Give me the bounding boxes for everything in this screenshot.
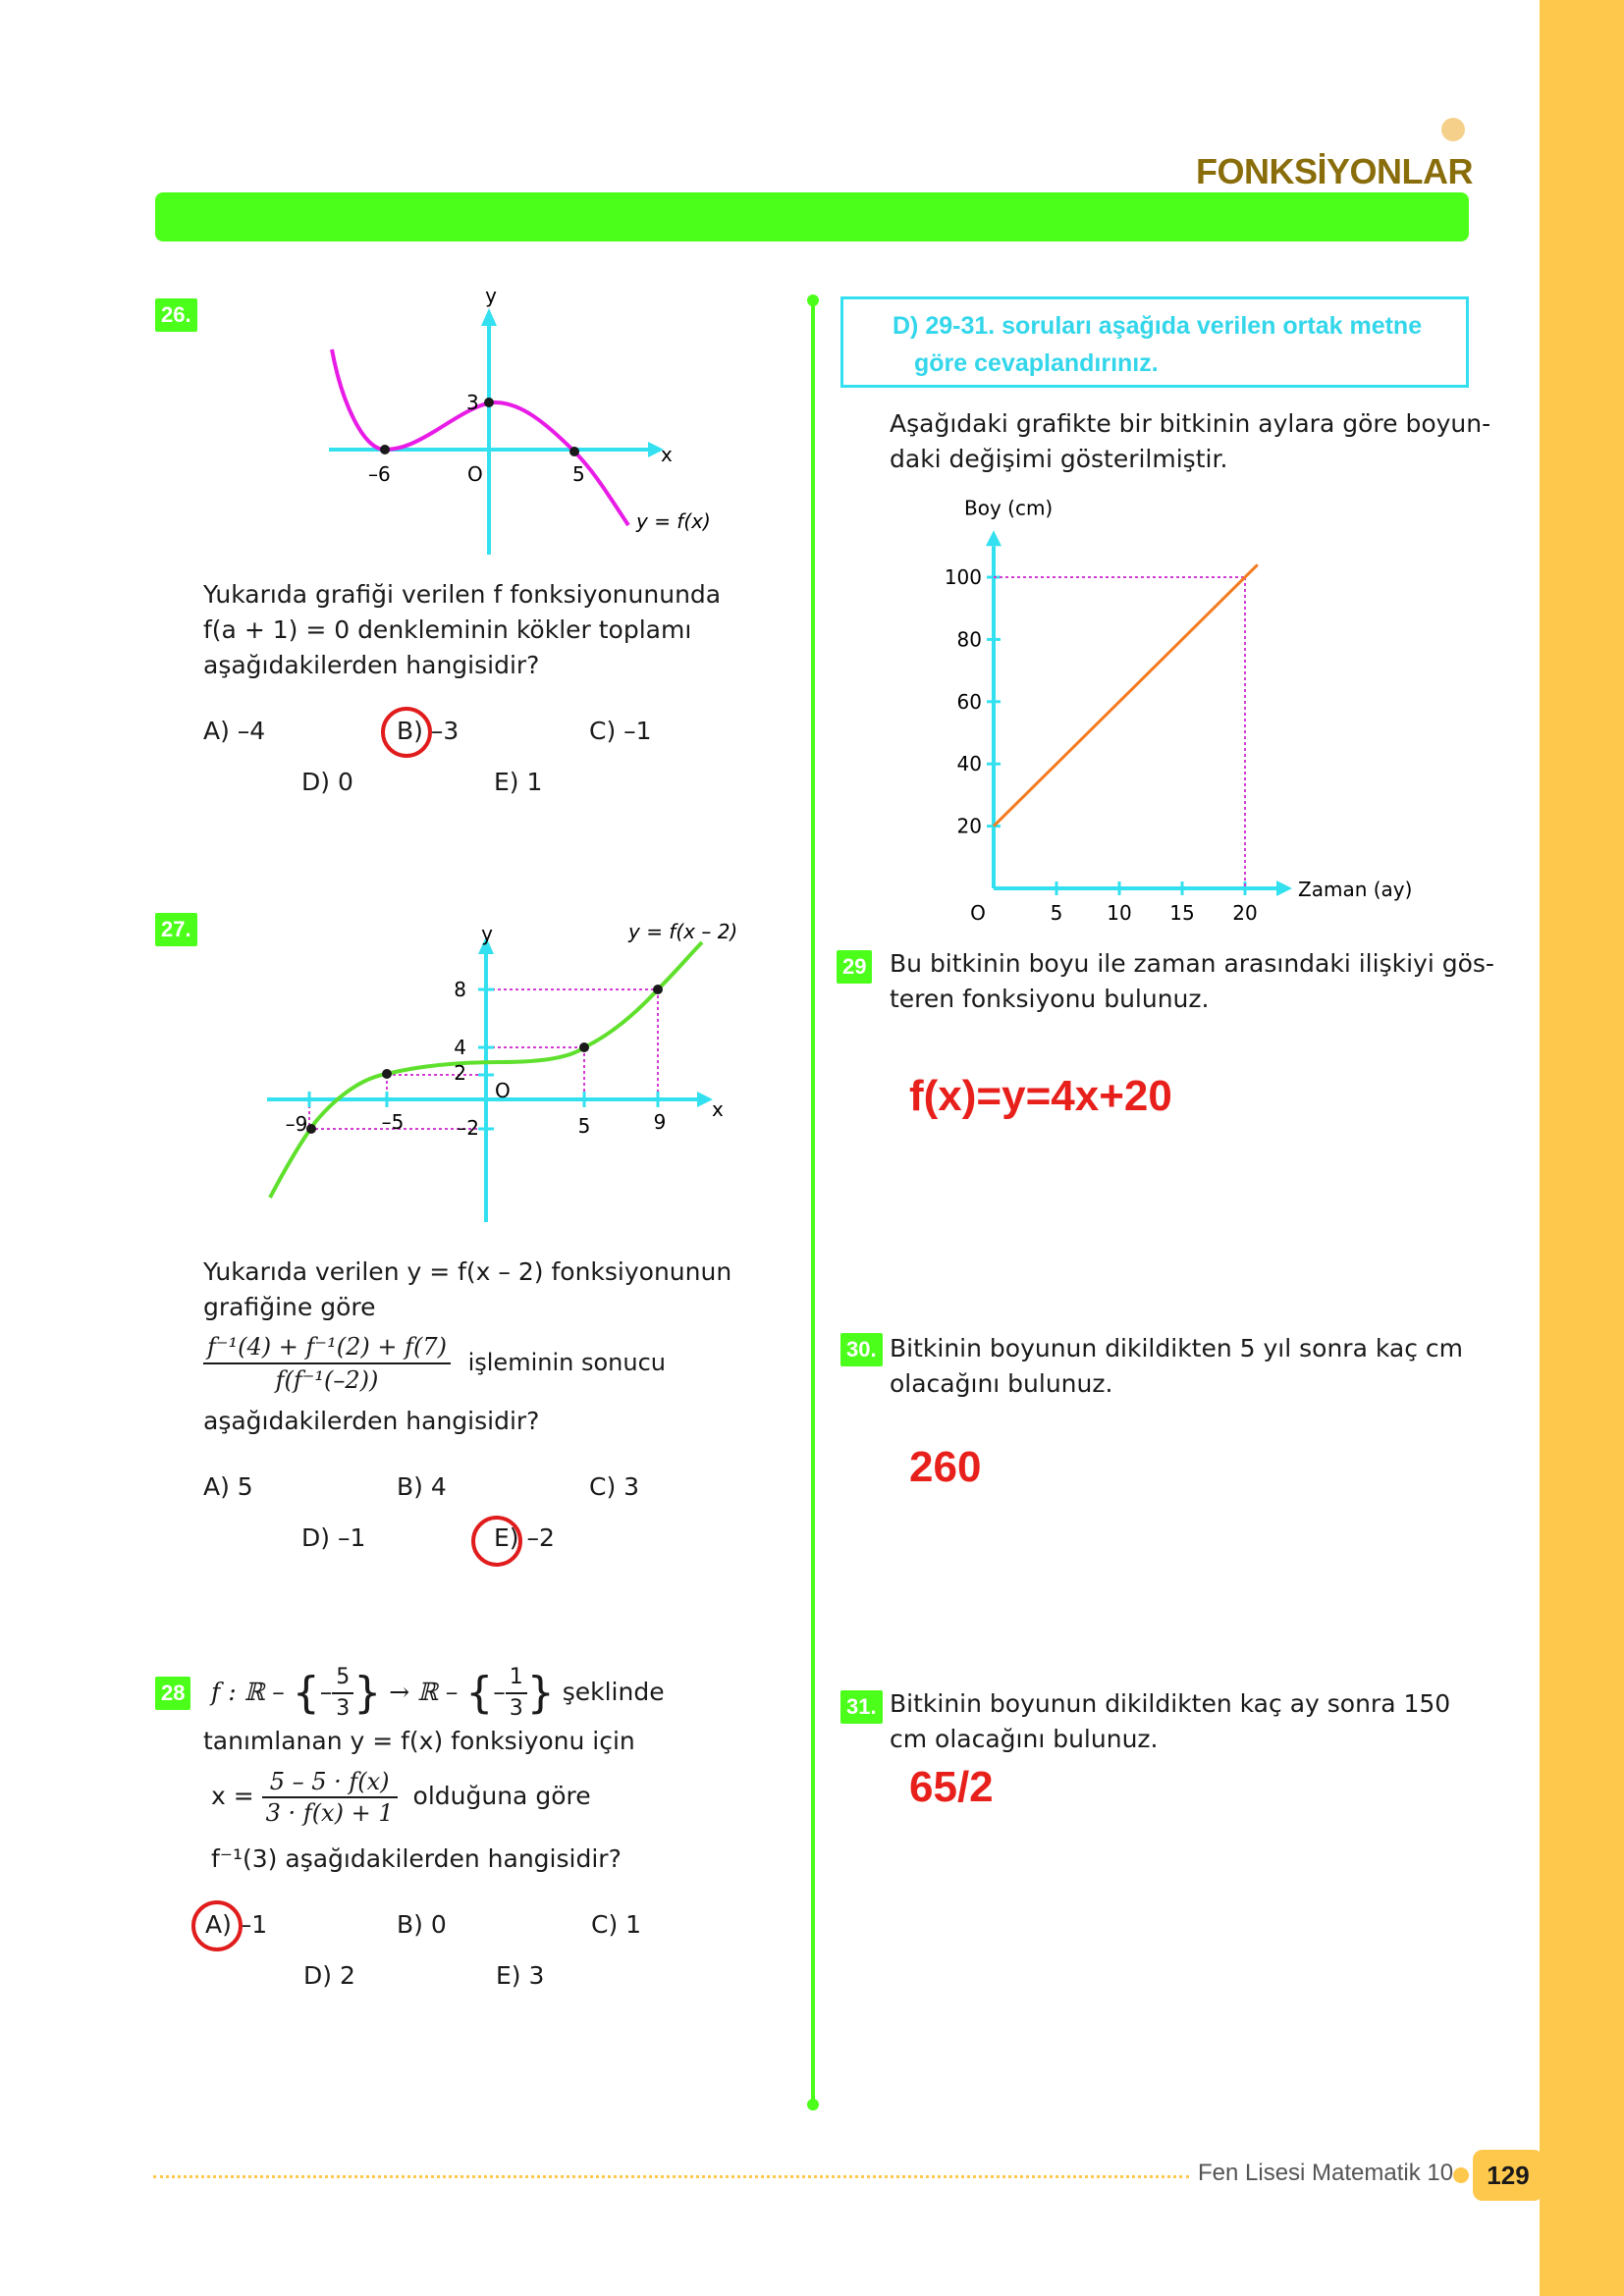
- q27-text-line3: işleminin sonucu: [467, 1349, 666, 1376]
- q30-line2: olacağını bulunuz.: [890, 1369, 1113, 1398]
- q28-option-e[interactable]: E) 3: [496, 1961, 545, 1990]
- q27-tick-4: 4: [454, 1036, 466, 1059]
- q27-x-label: x: [712, 1097, 724, 1121]
- q26-y-arrow-icon: [481, 308, 497, 326]
- q28-line1-mid: → ℝ –: [381, 1678, 466, 1706]
- q27-tick-neg2: –2: [457, 1116, 479, 1140]
- q28-line1: [211, 1663, 665, 1724]
- q28-line3-post: olduğuna göre: [412, 1782, 591, 1810]
- q26-option-b[interactable]: B) –3: [397, 717, 460, 745]
- q26-option-c[interactable]: C) –1: [589, 717, 652, 745]
- q27-option-a[interactable]: A) 5: [203, 1472, 253, 1501]
- q26-text-line1: Yukarıda grafiği verilen f fonksiyonununda: [203, 580, 722, 609]
- q27-point-9: [653, 985, 663, 994]
- intro-line2: daki değişimi gösterilmiştir.: [890, 445, 1228, 473]
- q27-y-label: y: [481, 922, 493, 945]
- q27-option-d[interactable]: D) –1: [301, 1523, 366, 1552]
- q26-point-neg6: [380, 445, 390, 454]
- chart-x-tick-label: 15: [1169, 901, 1195, 925]
- q27-tick-8: 8: [454, 978, 466, 1001]
- q28-option-d[interactable]: D) 2: [303, 1961, 355, 1990]
- page-number: 129: [1473, 2150, 1543, 2201]
- question-number-26: 26.: [155, 298, 197, 332]
- q26-text-line3: aşağıdakilerden hangisidir?: [203, 651, 540, 679]
- q28-set2-minus: –: [493, 1678, 506, 1706]
- q26-tick-3: 3: [466, 391, 479, 414]
- q26-curve-label: y = f(x): [636, 509, 711, 533]
- q27-point-neg5: [382, 1069, 392, 1079]
- q31-line2: cm olacağını bulunuz.: [890, 1725, 1159, 1753]
- q28-line1-post: şeklinde: [554, 1678, 665, 1706]
- q27-tick-neg5: –5: [381, 1110, 405, 1134]
- q27-text-line4: aşağıdakilerden hangisidir?: [203, 1407, 540, 1435]
- column-divider: [811, 300, 815, 2105]
- q26-y-label: y: [485, 284, 497, 307]
- q26-tick-neg6: –6: [368, 462, 391, 486]
- q28-line3: [211, 1767, 591, 1828]
- q29-line2: teren fonksiyonu bulunuz.: [890, 985, 1210, 1013]
- q28-brace-close-2: }: [526, 1668, 555, 1718]
- q30-answer: 260: [909, 1443, 982, 1491]
- question-number-28: 28: [155, 1677, 190, 1710]
- header-bar: [155, 192, 1469, 241]
- q28-set1-den: 3: [336, 1696, 351, 1721]
- chart-x-arrow-icon: [1276, 881, 1292, 896]
- q28-option-b[interactable]: B) 0: [397, 1910, 447, 1939]
- chart-y-tick-label: 60: [956, 689, 982, 714]
- q28-set2-num: 1: [506, 1663, 527, 1694]
- q28-set2-frac: [506, 1663, 527, 1724]
- chart-y-arrow-icon: [986, 530, 1001, 546]
- q27-point-neg9: [306, 1124, 316, 1134]
- question-number-30: 30.: [840, 1333, 883, 1366]
- q28-fraction-denominator: 3 · f(x) + 1: [265, 1799, 394, 1827]
- q27-curve-label: y = f(x – 2): [628, 920, 738, 943]
- q27-fraction-numerator: f⁻¹(4) + f⁻¹(2) + f(7): [203, 1331, 451, 1364]
- q29-line1: Bu bitkinin boyu ile zaman arasındaki ilişkiyi gös-: [890, 949, 1494, 978]
- q28-fraction-numerator: 5 – 5 · f(x): [262, 1767, 398, 1798]
- q27-option-c[interactable]: C) 3: [589, 1472, 640, 1501]
- shared-text-box-content: [893, 307, 1452, 382]
- question-number-31: 31.: [840, 1690, 883, 1724]
- chart-x-tick-label: 10: [1107, 901, 1132, 925]
- q28-brace-close-1: }: [353, 1668, 382, 1718]
- q27-origin-label: O: [495, 1079, 511, 1102]
- q28-line2: tanımlanan y = f(x) fonksiyonu için: [203, 1727, 635, 1755]
- q28-set1-minus: –: [319, 1678, 333, 1706]
- chart-x-tick-label: 20: [1232, 901, 1258, 925]
- q28-brace-open-2: {: [465, 1668, 494, 1718]
- q28-option-a[interactable]: A) –1: [205, 1910, 268, 1939]
- chart-origin-label: O: [970, 901, 986, 925]
- shared-text-line1: D) 29-31. soruları aşağıda verilen ortak metne: [893, 312, 1423, 340]
- question-number-27: 27.: [155, 913, 197, 946]
- q26-tick-5: 5: [572, 462, 585, 486]
- q27-fraction: [203, 1331, 451, 1396]
- q27-tick-5: 5: [577, 1114, 591, 1138]
- q27-tick-9: 9: [653, 1110, 667, 1134]
- q27-option-e[interactable]: E) –2: [494, 1523, 555, 1552]
- divider-top-dot: [807, 294, 819, 306]
- intro-line1: Aşağıdaki grafikte bir bitkinin aylara göre boyun-: [890, 409, 1491, 438]
- q28-fraction: [262, 1767, 398, 1828]
- side-strip: [1540, 0, 1624, 2296]
- q31-answer: 65/2: [909, 1763, 994, 1811]
- q27-expression: [203, 1331, 666, 1396]
- q29-answer: f(x)=y=4x+20: [909, 1072, 1172, 1120]
- chart-y-tick-label: 20: [956, 814, 982, 838]
- q26-curve: [332, 349, 628, 525]
- q28-answer-circle: [191, 1900, 243, 1951]
- shared-text-box: [840, 296, 1469, 388]
- question-number-29: 29: [837, 950, 872, 984]
- q27-answer-circle: [471, 1516, 522, 1567]
- footer-dotted-line: [153, 2175, 1189, 2178]
- q27-tick-2: 2: [454, 1061, 466, 1085]
- chart-y-tick-label: 80: [956, 627, 982, 652]
- shared-text-line2: göre cevaplandırınız.: [914, 349, 1159, 377]
- chart-y-tick-label: 40: [956, 752, 982, 776]
- q27-text-line2: grafiğine göre: [203, 1293, 376, 1321]
- q28-option-c[interactable]: C) 1: [591, 1910, 642, 1939]
- q26-graph: [324, 285, 736, 569]
- chart-y-tick-label: 100: [944, 565, 982, 589]
- q27-option-b[interactable]: B) 4: [397, 1472, 447, 1501]
- q26-origin-label: O: [467, 462, 483, 486]
- chapter-title-text: FONKSİYONLAR: [1196, 151, 1473, 191]
- q27-fraction-denominator: f(f⁻¹(–2)): [275, 1366, 379, 1394]
- q28-set1-frac: [332, 1663, 353, 1724]
- q26-text-line2: f(a + 1) = 0 denkleminin kökler toplamı: [203, 615, 692, 644]
- chart-x-label: Zaman (ay): [1298, 878, 1413, 901]
- q28-line1-pre: f : ℝ –: [211, 1678, 293, 1706]
- divider-bottom-dot: [807, 2099, 819, 2110]
- q26-option-e[interactable]: E) 1: [494, 768, 543, 796]
- q26-point-3: [484, 398, 494, 407]
- q26-point-5: [569, 447, 579, 456]
- q28-x-eq: x =: [211, 1782, 254, 1810]
- q27-point-5: [579, 1042, 589, 1052]
- chart-x-tick-label: 5: [1050, 901, 1063, 925]
- q28-set1-num: 5: [332, 1663, 353, 1694]
- q27-x-arrow-icon: [697, 1092, 713, 1107]
- q27-tick-neg9: –9: [285, 1112, 308, 1136]
- title-dot-left-icon: [1441, 118, 1465, 141]
- q26-x-label: x: [661, 443, 673, 466]
- q30-line1: Bitkinin boyunun dikildikten 5 yıl sonra kaç cm: [890, 1334, 1463, 1362]
- footer-dot-icon: [1453, 2167, 1469, 2183]
- q26-answer-circle: [381, 707, 432, 758]
- chart-series-line: [994, 564, 1258, 826]
- chart-y-label: Boy (cm): [964, 496, 1054, 520]
- q27-graph: [255, 903, 766, 1227]
- footer-book-title: Fen Lisesi Matematik 10: [1198, 2160, 1454, 2186]
- q28-brace-open-1: {: [292, 1668, 320, 1718]
- q27-text-line1: Yukarıda verilen y = f(x – 2) fonksiyonunun: [203, 1257, 732, 1286]
- q26-option-d[interactable]: D) 0: [301, 768, 353, 796]
- q31-line1: Bitkinin boyunun dikildikten kaç ay sonra 150: [890, 1689, 1451, 1718]
- growth-chart: [943, 491, 1413, 942]
- q26-option-a[interactable]: A) –4: [203, 717, 266, 745]
- q28-line4: f⁻¹(3) aşağıdakilerden hangisidir?: [211, 1844, 622, 1873]
- q28-set2-den: 3: [509, 1696, 523, 1721]
